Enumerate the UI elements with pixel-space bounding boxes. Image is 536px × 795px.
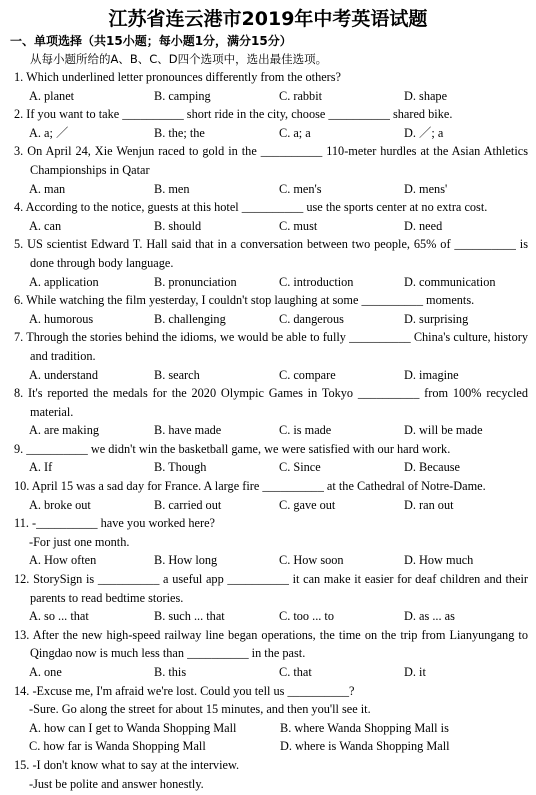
question-item xyxy=(14,105,528,124)
answer-option[interactable]: D. imagine xyxy=(404,367,459,382)
question-item xyxy=(14,514,528,533)
page xyxy=(0,6,536,793)
answer-options xyxy=(29,663,536,682)
question-item xyxy=(14,682,528,701)
answer-option[interactable]: A. planet xyxy=(29,88,75,103)
question-item xyxy=(14,384,528,421)
question-stem: 12. StorySign is __________ a useful app __________ it can make it easier for deaf children and their parents to read bedtime stories. xyxy=(14,572,528,605)
answer-option[interactable]: C. Since xyxy=(279,460,321,475)
answer-option[interactable]: B. search xyxy=(154,367,200,382)
question-item xyxy=(14,328,528,365)
answer-option[interactable]: B. men xyxy=(154,181,190,196)
answer-options xyxy=(29,458,536,477)
answer-option[interactable]: D. shape xyxy=(404,88,448,103)
dialog-line: -For just one month. xyxy=(29,534,130,549)
answer-option[interactable]: D. where is Wanda Shopping Mall xyxy=(280,739,450,754)
question-item xyxy=(14,68,528,87)
answer-option[interactable]: B. should xyxy=(154,218,202,233)
answer-options xyxy=(29,87,536,106)
answer-options xyxy=(29,421,536,440)
question-stem: 4. According to the notice, guests at this hotel __________ use the sports center at no extra cost. xyxy=(14,200,488,215)
answer-option[interactable]: A. broke out xyxy=(29,497,91,512)
answer-option[interactable]: B. have made xyxy=(154,423,222,438)
question-item xyxy=(14,756,528,775)
answer-option[interactable]: A. How often xyxy=(29,553,97,568)
answer-option[interactable]: C. is made xyxy=(279,423,332,438)
answer-option[interactable]: C. dangerous xyxy=(279,311,344,326)
question-stem: 14. -Excuse me, I'm afraid we're lost. Could you tell us __________? xyxy=(14,683,355,698)
answer-option[interactable]: B. Though xyxy=(154,460,207,475)
answer-option[interactable]: A. are making xyxy=(29,423,99,438)
dialog-line: -Sure. Go along the street for about 15 minutes, and then you'll see it. xyxy=(29,702,371,717)
question-stem: 13. After the new high-speed railway line began operations, the time on the trip from Lianyungang to Qingdao now is much less than __________ in the past. xyxy=(14,627,528,661)
answer-option[interactable]: B. camping xyxy=(154,88,211,103)
answer-options xyxy=(29,366,536,385)
answer-option[interactable]: B. such ... that xyxy=(154,609,225,624)
answer-option[interactable]: B. where Wanda Shopping Mall is xyxy=(280,720,449,735)
question-stem: 9. __________ we didn't win the basketball game, we were satisfied with our hard work. xyxy=(14,441,451,456)
page-title: 江苏省连云港市2019年中考英语试题 xyxy=(108,8,428,30)
answer-option[interactable]: D. as ... as xyxy=(404,609,455,624)
question-stem: 2. If you want to take __________ short ride in the city, choose __________ shared bike. xyxy=(14,107,453,122)
question-item xyxy=(14,142,528,179)
answer-option[interactable]: A. application xyxy=(29,274,99,289)
answer-options xyxy=(29,607,536,626)
answer-option[interactable]: C. men's xyxy=(279,181,322,196)
answer-option[interactable]: A. a; ／ xyxy=(29,125,69,140)
question-item xyxy=(14,477,528,496)
answer-option[interactable]: B. How long xyxy=(154,553,218,568)
answer-option[interactable]: C. How soon xyxy=(279,553,344,568)
section-instruction: 从每小题所给的A、B、C、D四个选项中，选出最佳选项。 xyxy=(30,52,328,66)
question-stem: 11. -__________ have you worked here? xyxy=(14,516,216,531)
answer-options xyxy=(29,180,536,199)
answer-option[interactable]: D. surprising xyxy=(404,311,469,326)
question-stem: 5. US scientist Edward T. Hall said that in a conversation between two people, 65% of __________ is done through body language. xyxy=(14,237,528,270)
question-stem: 10. April 15 was a sad day for France. A large fire __________ at the Cathedral of Notre-Dame. xyxy=(14,479,486,494)
answer-option[interactable]: D. it xyxy=(404,665,426,679)
section-heading: 一、单项选择（共15小题；每小题1分，满分15分） xyxy=(10,34,292,48)
answer-option[interactable]: B. challenging xyxy=(154,311,226,326)
answer-option[interactable]: A. man xyxy=(29,181,66,196)
question-stem: 1. Which underlined letter pronounces differently from the others? xyxy=(14,70,342,84)
answer-options xyxy=(29,737,536,756)
answer-option[interactable]: A. one xyxy=(29,665,62,679)
answer-option[interactable]: A. understand xyxy=(29,367,98,382)
answer-options xyxy=(29,719,536,738)
answer-option[interactable]: C. must xyxy=(279,218,318,233)
answer-option[interactable]: A. how can I get to Wanda Shopping Mall xyxy=(29,720,237,735)
question-stem: 6. While watching the film yesterday, I couldn't stop laughing at some __________ moments. xyxy=(14,293,475,308)
answer-option[interactable]: D. How much xyxy=(404,553,474,568)
answer-option[interactable]: C. gave out xyxy=(279,497,336,512)
answer-options xyxy=(29,551,536,570)
answer-option[interactable]: D. will be made xyxy=(404,423,483,438)
question-item xyxy=(14,440,528,459)
answer-option[interactable]: C. rabbit xyxy=(279,88,323,103)
answer-option[interactable]: A. so ... that xyxy=(29,609,89,624)
answer-options xyxy=(29,124,536,143)
answer-option[interactable]: D. ran out xyxy=(404,497,454,512)
answer-options xyxy=(29,217,536,236)
answer-option[interactable]: C. too ... to xyxy=(279,609,334,624)
answer-option[interactable]: C. that xyxy=(279,665,312,679)
answer-options xyxy=(29,496,536,515)
question-stem: 3. On April 24, Xie Wenjun raced to gold in the __________ 110-meter hurdles at the Asian Athletics Championships in Qatar xyxy=(14,144,528,177)
dialog-line: -Just be polite and answer honestly. xyxy=(29,776,204,791)
question-stem: 8. It's reported the medals for the 2020 Olympic Games in Tokyo __________ from 100% recycled material. xyxy=(14,386,528,419)
answer-option[interactable]: D. mens' xyxy=(404,181,448,196)
answer-option[interactable]: A. can xyxy=(29,218,62,233)
answer-option[interactable]: A. humorous xyxy=(29,311,94,326)
question-stem: 15. -I don't know what to say at the interview. xyxy=(14,757,240,772)
answer-options xyxy=(29,310,536,329)
answer-option[interactable]: B. pronunciation xyxy=(154,274,237,289)
question-list xyxy=(0,68,536,793)
answer-option[interactable]: C. introduction xyxy=(279,274,354,289)
answer-option[interactable]: A. If xyxy=(29,460,53,475)
answer-option[interactable]: D. Because xyxy=(404,460,460,475)
question-item xyxy=(14,291,528,310)
answer-option[interactable]: D. need xyxy=(404,218,443,233)
answer-option[interactable]: B. this xyxy=(154,665,187,679)
answer-option[interactable]: C. how far is Wanda Shopping Mall xyxy=(29,739,206,754)
question-item xyxy=(14,235,528,272)
answer-options xyxy=(29,273,536,292)
question-item xyxy=(14,198,528,217)
question-item xyxy=(14,626,528,663)
answer-option[interactable]: B. carried out xyxy=(154,497,222,512)
answer-option[interactable]: B. the; the xyxy=(154,125,205,140)
answer-option[interactable]: C. a; a xyxy=(279,125,311,140)
answer-option[interactable]: D. communication xyxy=(404,274,496,289)
question-stem: 7. Through the stories behind the idioms, we would be able to fully __________ China's culture, history and tradition. xyxy=(14,330,528,363)
answer-option[interactable]: D. ／; a xyxy=(404,125,444,140)
answer-option[interactable]: C. compare xyxy=(279,367,336,382)
question-item xyxy=(14,570,528,607)
